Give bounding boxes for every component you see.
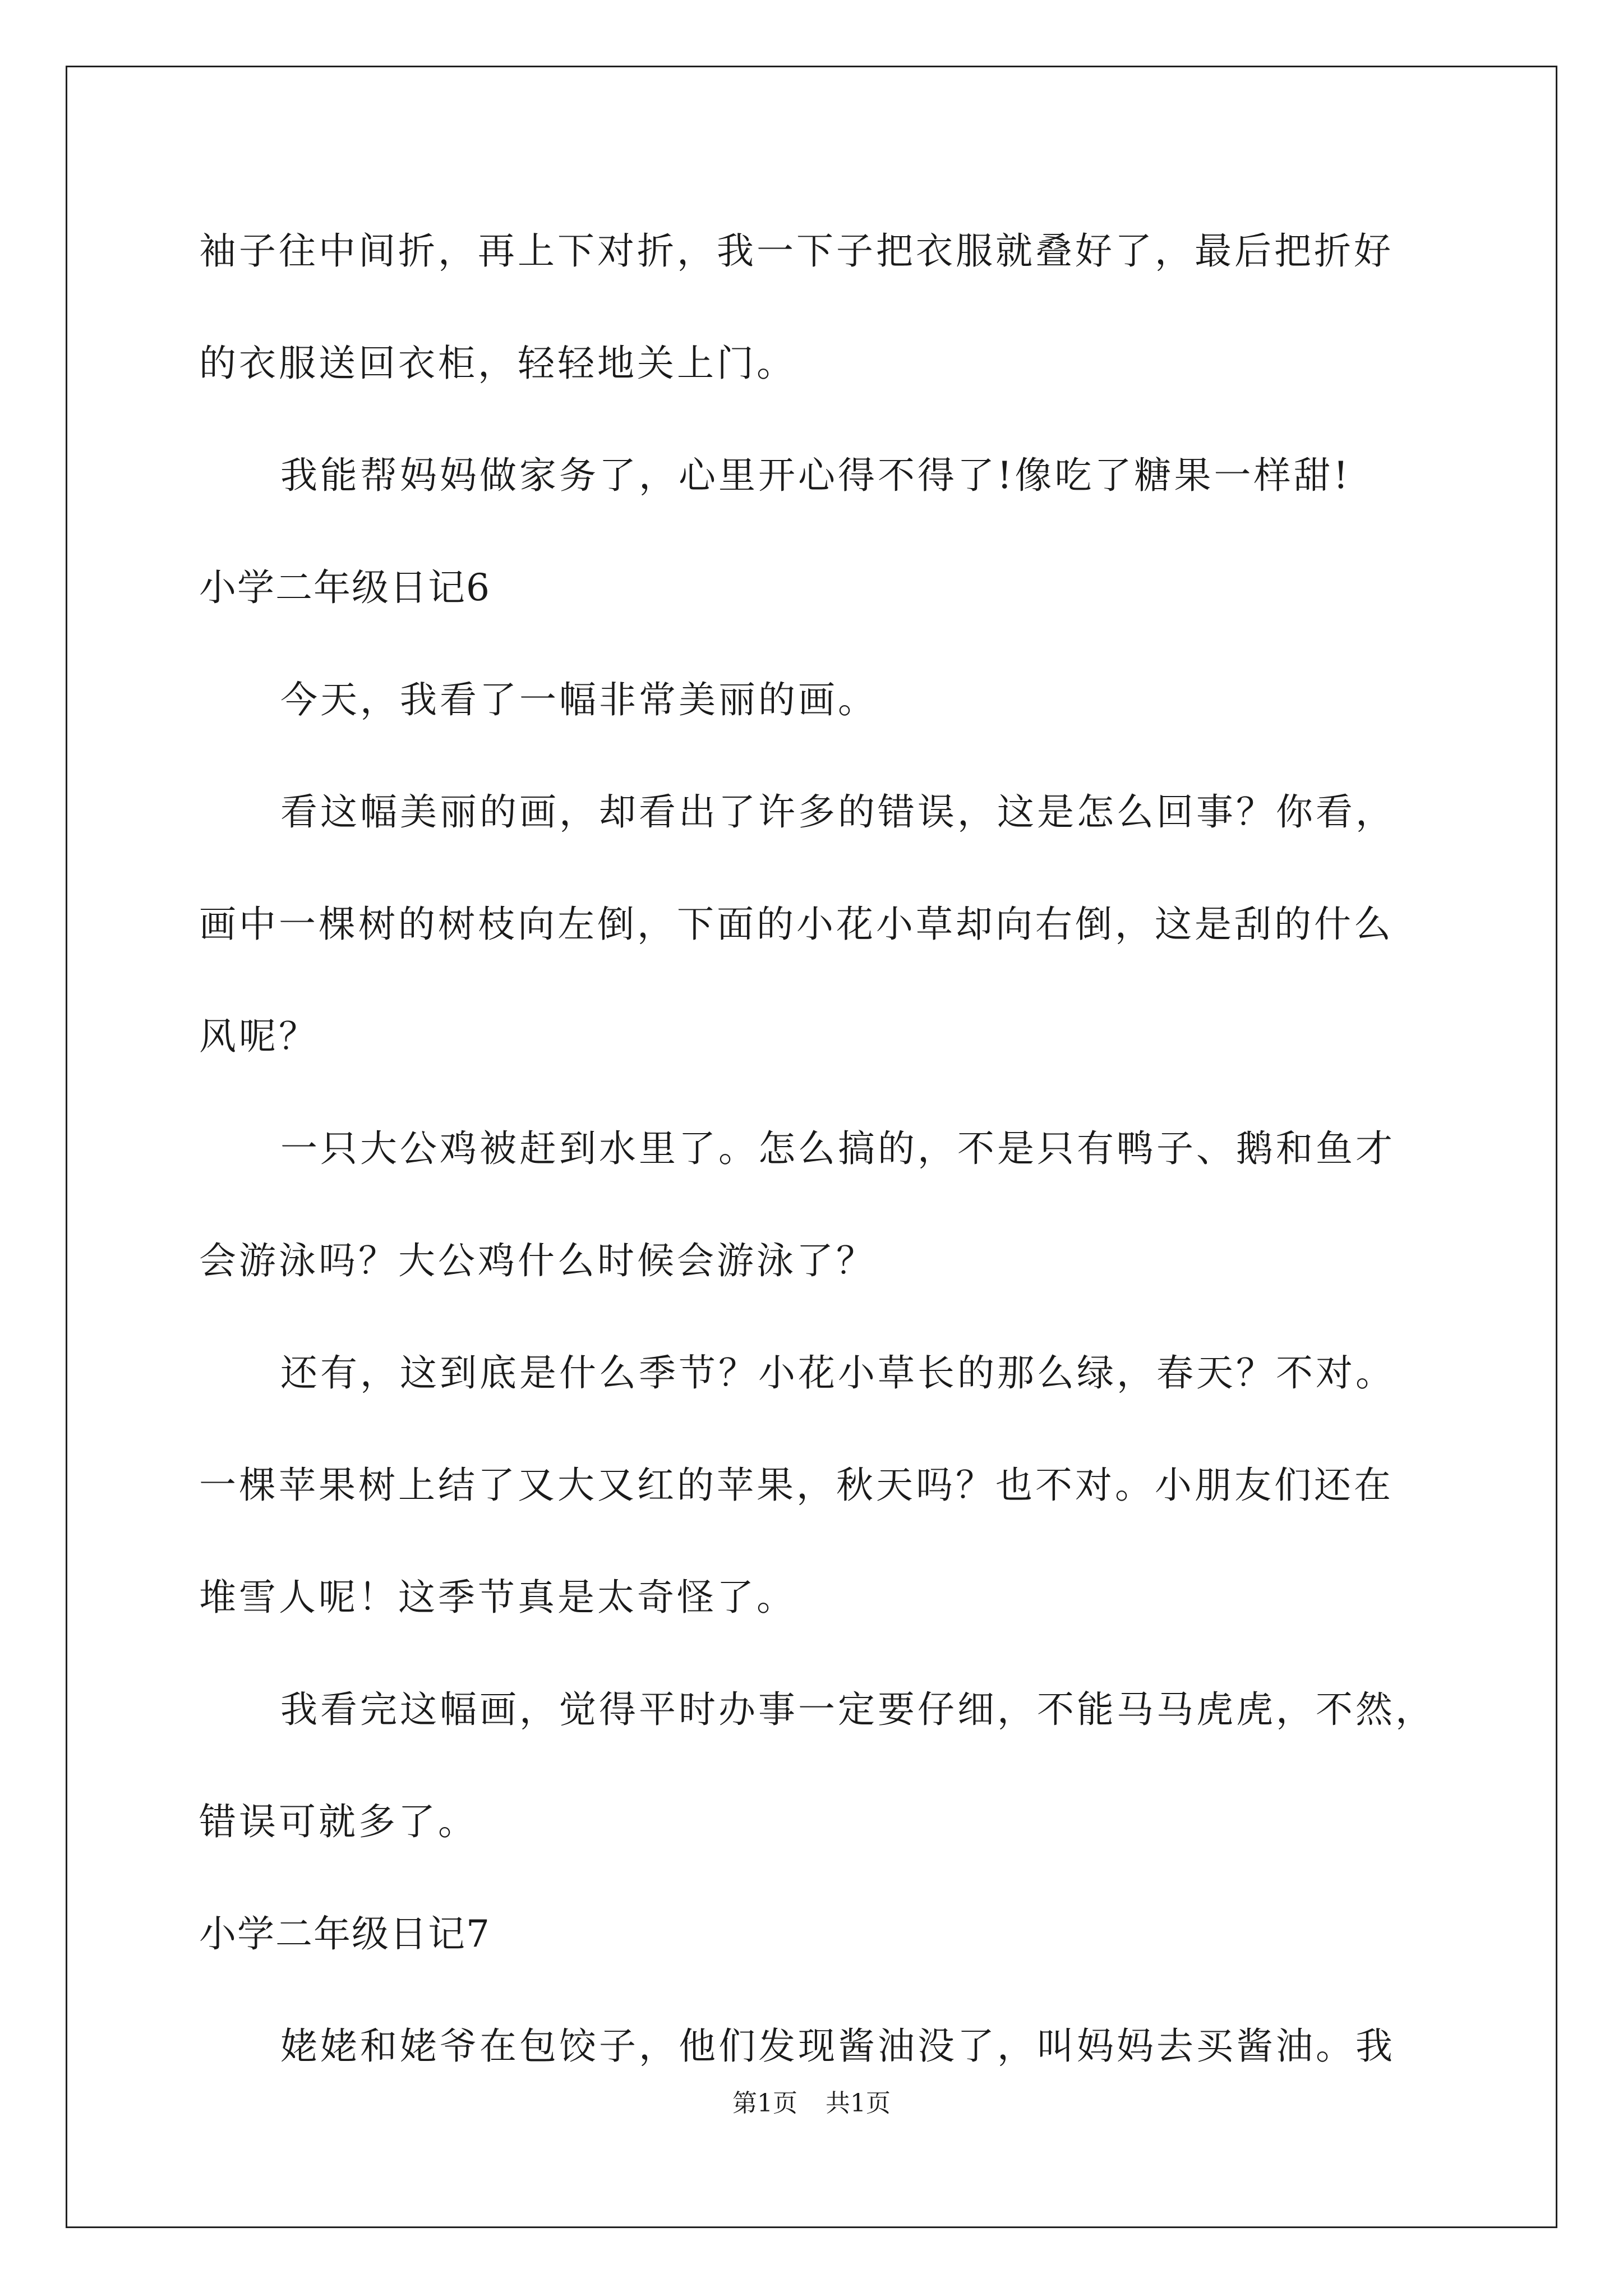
section-heading: 小学二年级日记6 bbox=[199, 566, 491, 609]
text-line: 画中一棵树的树枝向左倒，下面的小花小草却向右倒，这是刮的什么 bbox=[199, 903, 1394, 946]
text-line: 堆雪人呢！这季节真是太奇怪了。 bbox=[199, 1576, 796, 1619]
text-line: 一棵苹果树上结了又大又红的苹果，秋天吗？也不对。小朋友们还在 bbox=[199, 1464, 1394, 1507]
page-total: 共1页 bbox=[826, 2089, 891, 2118]
paragraph-start: 一只大公鸡被赶到水里了。怎么搞的，不是只有鸭子、鹅和鱼才 bbox=[280, 1127, 1395, 1170]
paragraph-start: 今天，我看了一幅非常美丽的画。 bbox=[280, 678, 878, 721]
text-line: 的衣服送回衣柜，轻轻地关上门。 bbox=[199, 342, 796, 385]
text-line: 错误可就多了。 bbox=[199, 1800, 478, 1843]
paragraph-start: 还有，这到底是什么季节？小花小草长的那么绿，春天？不对。 bbox=[280, 1351, 1395, 1395]
section-heading: 小学二年级日记7 bbox=[199, 1912, 491, 1955]
text-line: 会游泳吗？大公鸡什么时候会游泳了？ bbox=[199, 1239, 876, 1282]
text-line: 袖子往中间折，再上下对折，我一下子把衣服就叠好了，最后把折好 bbox=[199, 229, 1394, 273]
page-number: 第1页 bbox=[732, 2089, 797, 2118]
page-footer bbox=[0, 2087, 1623, 2120]
paragraph-start: 我看完这幅画，觉得平时办事一定要仔细，不能马马虎虎，不然， bbox=[280, 1688, 1435, 1731]
paragraph-start: 姥姥和姥爷在包饺子，他们发现酱油没了，叫妈妈去买酱油。我 bbox=[280, 2024, 1395, 2068]
paragraph-start: 我能帮妈妈做家务了，心里开心得不得了!像吃了糖果一样甜! bbox=[280, 454, 1352, 497]
text-line: 风呢？ bbox=[199, 1015, 319, 1058]
paragraph-start: 看这幅美丽的画，却看出了许多的错误，这是怎么回事？你看， bbox=[280, 790, 1395, 834]
